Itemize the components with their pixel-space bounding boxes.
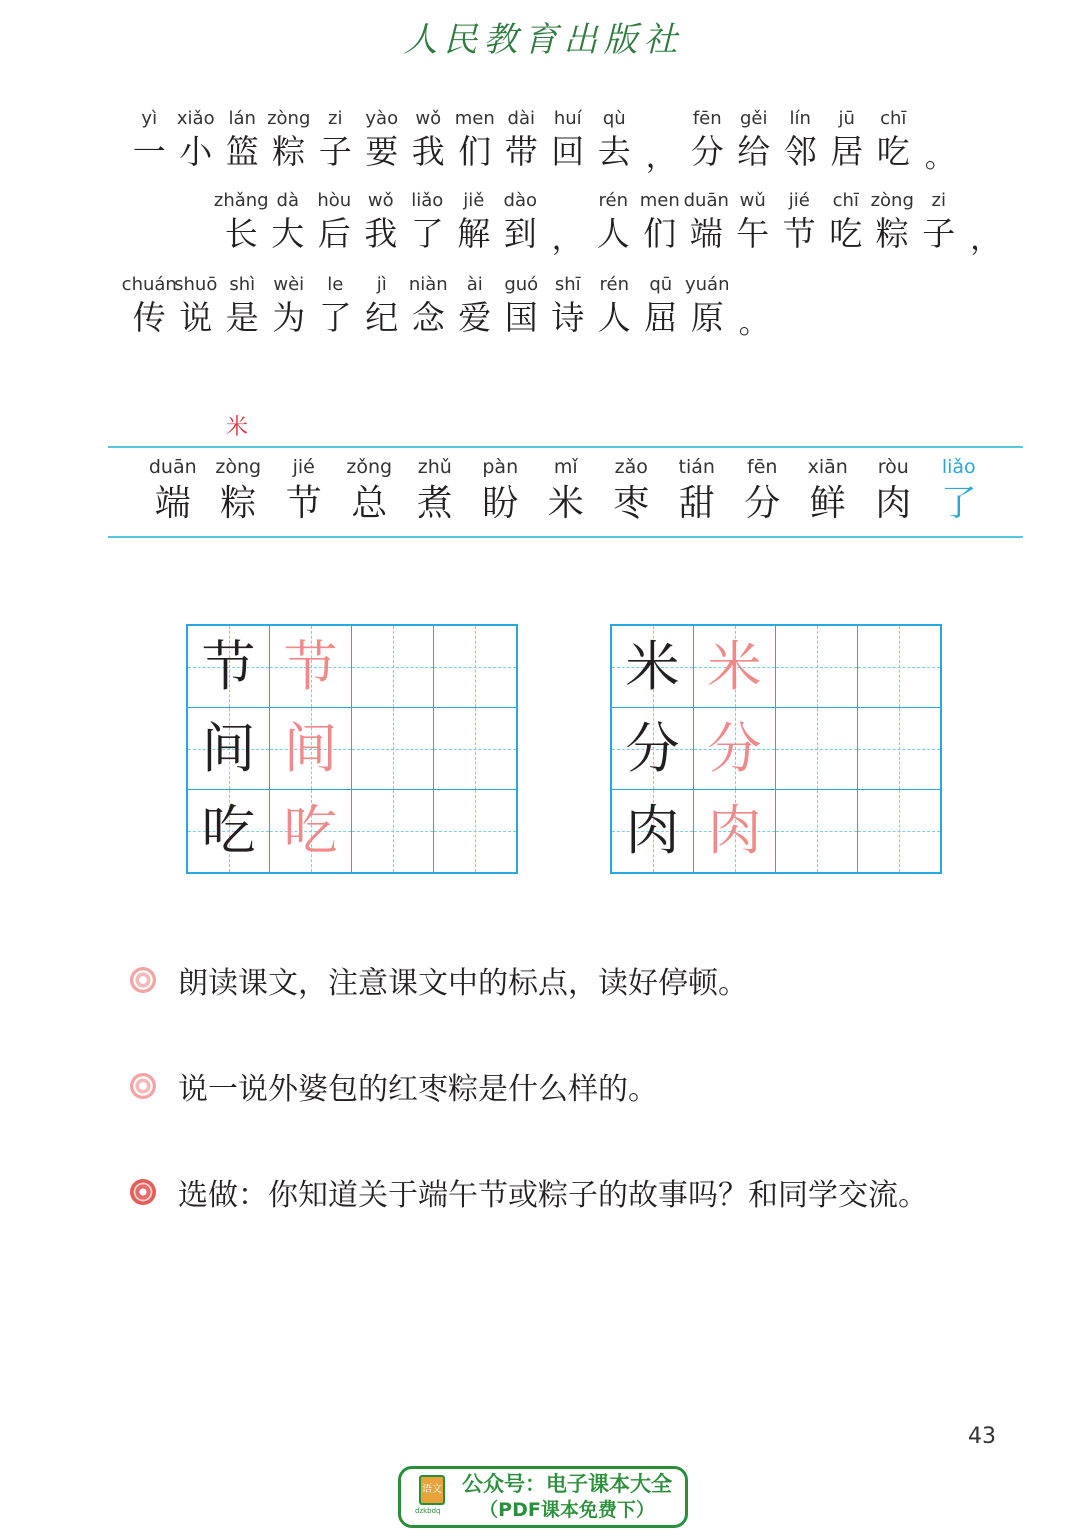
hanzi: 邻 [783,132,817,171]
blank-practice-cell[interactable] [434,626,516,708]
hanzi: ， [551,222,582,257]
vocab-pinyin: zǎo [614,456,648,478]
exercise-text: 朗读课文，注意课文中的标点，读好停顿。 [178,966,748,1001]
blank-practice-cell[interactable] [352,790,434,872]
pinyin: hòu [317,190,352,211]
blank-practice-cell[interactable] [434,790,516,872]
pinyin: lán [228,108,256,129]
vocab-hanzi: 甜 [678,483,715,524]
hanzi: 吃 [876,132,910,171]
hanzi: 屈 [644,298,678,337]
pinyin: yào [365,108,399,129]
vocab-pinyin: mǐ [553,456,578,478]
model-char: 节 [201,634,256,698]
vocab-pinyin: liǎo [941,456,976,478]
hanzi: 吃 [829,214,863,253]
hanzi: 了 [410,214,444,253]
book-icon [415,1475,449,1519]
page-number: 43 [968,1424,996,1449]
vocab-pinyin: tián [678,456,715,478]
hanzi: 国 [504,298,538,337]
model-char: 间 [201,716,256,780]
vocab-hanzi: 总 [351,483,388,524]
trace-char: 肉 [707,799,762,862]
vocab-pinyin: fēn [747,456,778,478]
ruby-char [684,274,731,346]
hanzi: 念 [411,298,445,337]
pinyin: shì [229,274,256,295]
hanzi: 去 [597,132,631,171]
hanzi: ， [970,222,1001,257]
hanzi: 说 [179,298,213,337]
pinyin: dà [276,190,299,211]
punctuation [731,274,778,346]
vocab-hanzi: 节 [285,483,322,524]
hanzi: 带 [504,132,538,171]
hanzi: 。 [924,140,955,175]
trace-char: 吃 [283,799,338,862]
hanzi: 我 [411,132,445,171]
banner-line-2: （PDF课本免费下） [479,1499,655,1521]
blank-practice-cell[interactable] [434,708,516,790]
swirl-bullet-icon [130,1179,156,1205]
vocab-hanzi: 粽 [220,483,257,524]
vocab-bottom-rule [108,536,1023,538]
hanzi: 子 [922,214,956,253]
hanzi: 长 [224,214,258,253]
vocab-hanzi: 分 [744,483,781,524]
hanzi: 粽 [875,214,909,253]
vocab-hanzi: 了 [940,483,977,524]
trace-char: 节 [283,634,338,698]
pinyin: qù [602,108,626,129]
model-char-cell [612,626,694,708]
pinyin: zi [931,190,946,211]
hanzi: 端 [689,214,723,253]
hanzi: 到 [503,214,537,253]
vocab-item [926,456,992,526]
vocab-hanzi: 端 [154,483,191,524]
pinyin: duān [683,190,729,211]
model-char-cell [612,790,694,872]
blank-practice-cell[interactable] [352,626,434,708]
pinyin: zòng [267,108,311,129]
vocab-top-rule [108,446,1023,448]
vocab-pinyin: duān [148,456,197,478]
hanzi: 人 [597,298,631,337]
pinyin: zi [328,108,343,129]
pinyin: yì [141,108,158,129]
hanzi: 爱 [458,298,492,337]
pinyin: jiě [463,190,485,211]
pinyin: ài [466,274,483,295]
vocab-hanzi: 盼 [482,483,519,524]
pinyin: chī [880,108,907,129]
pinyin: jū [838,108,855,129]
blank-practice-cell[interactable] [352,708,434,790]
vocab-pinyin: ròu [877,456,909,478]
pinyin: qū [649,274,673,295]
vocab-pinyin: zhǔ [417,456,452,478]
hanzi: 人 [596,214,630,253]
pinyin: men [454,108,495,129]
pinyin: jié [788,190,810,211]
model-char-cell [188,626,270,708]
exercise-text: 选做：你知道关于端午节或粽子的故事吗？和同学交流。 [178,1178,928,1213]
hanzi: 了 [318,298,352,337]
hanzi: 分 [690,132,724,171]
hanzi: 纪 [365,298,399,337]
pinyin: liǎo [411,190,444,211]
hanzi: 后 [317,214,351,253]
exercise-text: 说一说外婆包的红枣粽是什么样的。 [178,1072,658,1107]
trace-char: 间 [283,716,338,780]
model-char-cell [188,790,270,872]
model-char: 分 [625,716,680,780]
hanzi: 居 [830,132,864,171]
hanzi: 篮 [225,132,259,171]
pinyin: guó [504,274,539,295]
model-char-cell [188,708,270,790]
pinyin: men [639,190,680,211]
trace-char: 米 [707,634,762,698]
vocab-pinyin: pàn [482,456,519,478]
hanzi: 节 [782,214,816,253]
pinyin: shī [554,274,581,295]
swirl-bullet-icon [130,1073,156,1099]
hanzi: 传 [132,298,166,337]
hanzi: 给 [737,132,771,171]
trace-char-cell [270,626,352,708]
punctuation [962,190,1009,262]
pinyin: xiǎo [176,108,215,129]
hanzi: 解 [457,214,491,253]
vocab-hanzi: 米 [547,483,584,524]
vocab-pinyin: zǒng [346,456,393,478]
pinyin: wǔ [739,190,766,211]
passage-line-1 [126,108,963,180]
pinyin: huí [553,108,582,129]
exercise-3 [130,1170,928,1214]
pinyin: chī [832,190,859,211]
book-icon-label: 语文 [419,1475,445,1505]
blank-practice-cell[interactable] [858,626,940,708]
blank-practice-cell[interactable] [776,626,858,708]
hanzi: 子 [318,132,352,171]
hanzi: 们 [458,132,492,171]
swirl-bullet-icon [130,967,156,993]
blank-practice-cell[interactable] [858,790,940,872]
vocab-hanzi: 肉 [875,483,912,524]
trace-char-cell [270,708,352,790]
hanzi: 们 [643,214,677,253]
pinyin: zhǎng [213,190,269,211]
pinyin: rén [598,190,628,211]
stroke-hint: 米 [226,415,249,440]
writing-grid-left [186,624,518,874]
trace-char-cell [694,626,776,708]
ruby-char [916,190,963,262]
trace-char-cell [270,790,352,872]
vocab-hanzi: 煮 [416,483,453,524]
hanzi: 为 [272,298,306,337]
pinyin: jì [376,274,387,295]
pinyin: dào [503,190,537,211]
punctuation [917,108,964,180]
pinyin: shuō [174,274,218,295]
pinyin: rén [599,274,629,295]
publisher-logo: 人民教育出版社 [403,20,684,60]
pinyin: chuán [121,274,177,295]
writing-grid-right [610,624,942,874]
pinyin: niàn [408,274,448,295]
vocab-pinyin: zòng [215,456,262,478]
model-char: 米 [625,634,680,698]
blank-practice-cell[interactable] [776,708,858,790]
pinyin: fēn [692,108,722,129]
model-char: 吃 [201,799,256,862]
pinyin: zòng [870,190,914,211]
blank-practice-cell[interactable] [858,708,940,790]
exercise-1 [130,958,748,1002]
hanzi: 我 [364,214,398,253]
hanzi: 一 [132,132,166,171]
ruby-char [497,190,544,262]
hanzi: 原 [690,298,724,337]
hanzi: 大 [271,214,305,253]
blank-practice-cell[interactable] [776,790,858,872]
trace-char-cell [694,790,776,872]
vocab-hanzi: 鲜 [809,483,846,524]
pinyin: le [327,274,344,295]
pinyin: gěi [739,108,768,129]
pinyin: lín [789,108,811,129]
ruby-char [591,108,638,180]
hanzi: 粽 [272,132,306,171]
pinyin: wèi [273,274,305,295]
book-icon-tag: dzkbdq [415,1507,441,1515]
hanzi: 回 [551,132,585,171]
hanzi: 午 [736,214,770,253]
passage-line-2 [213,190,1009,262]
model-char-cell [612,708,694,790]
hanzi: 是 [225,298,259,337]
trace-char: 分 [707,716,762,780]
model-char: 肉 [625,799,680,862]
pinyin: wǒ [367,190,394,211]
vocab-pinyin: jié [292,456,315,478]
ruby-char [870,108,917,180]
trace-char-cell [694,708,776,790]
hanzi: 。 [738,306,769,341]
hanzi: ， [645,140,676,175]
wechat-banner[interactable] [398,1466,688,1528]
pinyin: yuán [685,274,730,295]
banner-line-1: 公众号：电子课本大全 [462,1472,672,1496]
hanzi: 诗 [551,298,585,337]
exercise-2 [130,1064,658,1108]
pinyin: wǒ [415,108,442,129]
passage-line-3 [121,274,777,346]
vocab-pinyin: xiān [807,456,848,478]
vocab-hanzi: 枣 [613,483,650,524]
vocabulary-row [140,456,992,526]
hanzi: 小 [179,132,213,171]
pinyin: dài [507,108,535,129]
hanzi: 要 [365,132,399,171]
